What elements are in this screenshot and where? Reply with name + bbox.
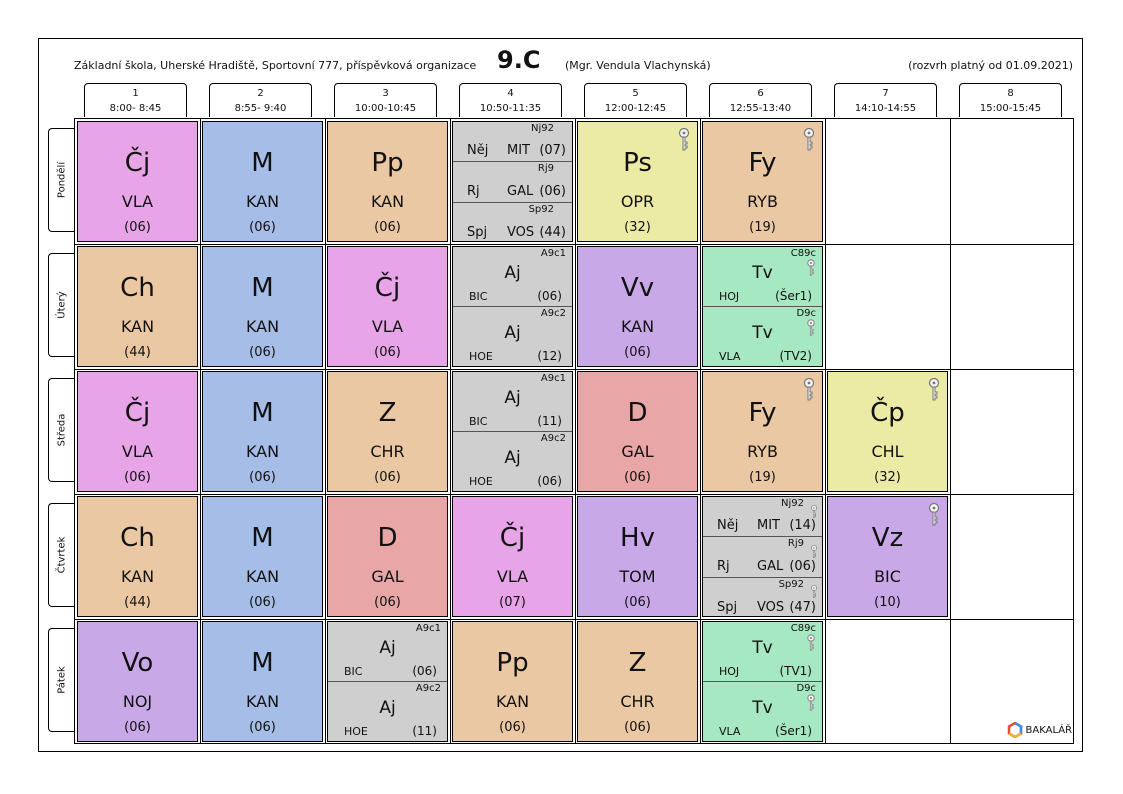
- room-number: (14): [789, 518, 816, 534]
- teacher-abbr: HOJ: [719, 664, 740, 678]
- teacher-abbr: BIC: [874, 567, 901, 586]
- room-number: (06): [537, 474, 562, 488]
- room-number: (06): [124, 470, 151, 485]
- lesson-cell[interactable]: [327, 246, 448, 367]
- room-number: (06): [624, 720, 651, 735]
- period-header-7: [834, 83, 937, 117]
- validity-note: (rozvrh platný od 01.09.2021): [908, 59, 1073, 72]
- column-divider: [450, 119, 451, 743]
- lesson-cell[interactable]: [202, 246, 323, 367]
- lesson-cell[interactable]: [77, 246, 198, 367]
- group-lesson[interactable]: [703, 537, 822, 577]
- subject-abbr: Aj: [504, 388, 521, 408]
- room-number: (06): [374, 220, 401, 235]
- teacher-abbr: HOE: [344, 725, 368, 738]
- teacher-abbr: KAN: [245, 567, 280, 586]
- room-number: (06): [624, 470, 651, 485]
- column-divider: [700, 119, 701, 743]
- period-number: 6: [757, 88, 764, 99]
- teacher-abbr: HOE: [469, 475, 493, 488]
- subject-abbr: Ch: [120, 523, 155, 553]
- room-number: (06): [499, 720, 526, 735]
- teacher-abbr: GAL: [507, 183, 534, 199]
- period-time: 12:55-13:40: [729, 103, 792, 114]
- subject-abbr: Čp: [870, 398, 905, 428]
- group-code: Nj92: [781, 498, 804, 509]
- group-lesson[interactable]: [453, 432, 572, 492]
- lesson-cell[interactable]: [452, 621, 573, 742]
- room-number: (TV2): [779, 349, 812, 363]
- subject-abbr: Ch: [120, 273, 155, 303]
- period-number: 5: [632, 88, 639, 99]
- key-icon: [802, 378, 816, 402]
- logo-text: BAKALÁŘI: [1025, 724, 1075, 736]
- lesson-cell[interactable]: [202, 621, 323, 742]
- teacher-abbr: VOS: [757, 599, 785, 615]
- day-name: Pondělí: [56, 161, 67, 199]
- subject-abbr: M: [251, 523, 274, 553]
- key-icon: [806, 319, 816, 337]
- teacher-abbr: KAN: [245, 692, 280, 711]
- day-name: Středa: [56, 413, 67, 447]
- subject-abbr: Čj: [374, 273, 401, 303]
- period-time: 12:00-12:45: [604, 103, 667, 114]
- lesson-cell[interactable]: [827, 371, 948, 492]
- teacher-abbr: VLA: [121, 442, 154, 461]
- room-number: (06): [412, 663, 437, 678]
- teacher-abbr: RYB: [747, 192, 778, 211]
- key-icon: [810, 505, 818, 519]
- day-label-3: [48, 378, 74, 482]
- group-lesson[interactable]: [703, 682, 822, 742]
- school-name: Základní škola, Uherské Hradiště, Sportovní 777, příspěvková organizace: [74, 59, 477, 72]
- room-number: (10): [874, 595, 901, 610]
- subject-abbr: Spj: [717, 599, 738, 615]
- subject-abbr: D: [377, 523, 398, 553]
- room-number: (06): [249, 470, 276, 485]
- room-number: (06): [249, 345, 276, 360]
- group-lesson[interactable]: [328, 682, 447, 742]
- group-code: Rj9: [787, 538, 804, 550]
- room-number: (Šer1): [775, 724, 812, 738]
- subject-abbr: D: [627, 398, 648, 428]
- group-lesson[interactable]: [453, 203, 572, 243]
- lesson-cell[interactable]: [702, 621, 823, 742]
- teacher-abbr: KAN: [370, 192, 405, 211]
- group-lesson[interactable]: [703, 247, 822, 307]
- column-divider: [325, 119, 326, 743]
- group-lesson[interactable]: [703, 578, 822, 618]
- room-number: (47): [789, 599, 816, 615]
- lesson-cell[interactable]: [327, 496, 448, 617]
- period-number: 4: [507, 88, 514, 99]
- subject-abbr: Aj: [379, 638, 396, 658]
- room-number: (06): [374, 470, 401, 485]
- subject-abbr: Rj: [467, 183, 480, 199]
- room-number: (06): [374, 595, 401, 610]
- room-number: (12): [537, 349, 562, 363]
- teacher-abbr: KAN: [120, 317, 155, 336]
- subject-abbr: Tv: [752, 697, 773, 718]
- room-number: (06): [249, 720, 276, 735]
- subject-abbr: Vv: [620, 273, 655, 303]
- subject-abbr: Rj: [717, 558, 730, 574]
- teacher-abbr: HOE: [469, 350, 493, 363]
- group-code: C89c: [790, 248, 816, 259]
- period-header-1: [84, 83, 187, 117]
- subject-abbr: Z: [628, 648, 647, 678]
- day-name: Úterý: [56, 291, 67, 319]
- lesson-cell[interactable]: [77, 121, 198, 242]
- lesson-cell[interactable]: [327, 621, 448, 742]
- subject-abbr: Čj: [124, 148, 151, 178]
- group-lesson[interactable]: [453, 247, 572, 307]
- bakalari-hexagon-icon: [1007, 722, 1023, 738]
- group-code: C89c: [790, 623, 816, 634]
- subject-abbr: Něj: [467, 143, 489, 159]
- subject-abbr: Fy: [748, 398, 777, 428]
- period-time: 8:55- 9:40: [234, 103, 287, 114]
- day-label-5: [48, 628, 74, 732]
- teacher-abbr: BIC: [469, 289, 488, 303]
- teacher-abbr: BIC: [344, 664, 363, 678]
- group-code: D9c: [796, 682, 816, 694]
- subject-abbr: Spj: [467, 224, 488, 240]
- teacher-abbr: KAN: [120, 567, 155, 586]
- teacher-abbr: MIT: [507, 143, 530, 159]
- group-lesson[interactable]: [453, 122, 572, 162]
- room-number: (44): [124, 345, 151, 360]
- lesson-cell[interactable]: [452, 121, 573, 242]
- bakalari-logo: [1007, 722, 1075, 738]
- teacher-abbr: KAN: [245, 442, 280, 461]
- lesson-cell[interactable]: [77, 496, 198, 617]
- period-number: 8: [1007, 88, 1014, 99]
- teacher-abbr: OPR: [620, 192, 655, 211]
- key-icon: [806, 634, 816, 652]
- period-time: 15:00-15:45: [979, 103, 1042, 114]
- key-icon: [810, 585, 818, 599]
- period-time: 10:50-11:35: [479, 103, 542, 114]
- room-number: (32): [624, 220, 651, 235]
- column-divider: [575, 119, 576, 743]
- room-number: (Šer1): [775, 288, 812, 303]
- lesson-cell[interactable]: [452, 496, 573, 617]
- period-number: 1: [132, 88, 139, 99]
- column-divider: [950, 119, 951, 743]
- subject-abbr: M: [251, 648, 274, 678]
- row-divider: [75, 494, 1073, 495]
- period-time: 8:00- 8:45: [109, 103, 162, 114]
- lesson-cell[interactable]: [702, 246, 823, 367]
- period-header-5: [584, 83, 687, 117]
- period-number: 3: [382, 88, 389, 99]
- teacher-abbr: VLA: [496, 567, 529, 586]
- room-number: (06): [249, 220, 276, 235]
- room-number: (32): [874, 470, 901, 485]
- group-code: A9c2: [540, 307, 566, 319]
- room-number: (06): [124, 720, 151, 735]
- day-label-1: [48, 128, 74, 232]
- teacher-abbr: HOJ: [719, 289, 740, 303]
- teacher-abbr: GAL: [621, 442, 654, 461]
- row-divider: [75, 369, 1073, 370]
- key-icon: [927, 378, 941, 402]
- subject-abbr: Aj: [504, 263, 521, 283]
- key-icon: [677, 128, 691, 152]
- group-code: Nj92: [531, 123, 554, 134]
- key-icon: [810, 545, 818, 559]
- room-number: (06): [374, 345, 401, 360]
- lesson-cell[interactable]: [77, 621, 198, 742]
- room-number: (TV1): [779, 663, 812, 678]
- lesson-cell[interactable]: [702, 496, 823, 617]
- teacher-abbr: BIC: [469, 414, 488, 428]
- lesson-cell[interactable]: [327, 121, 448, 242]
- subject-abbr: Tv: [752, 322, 773, 343]
- group-code: A9c2: [540, 432, 566, 444]
- subject-abbr: Pp: [496, 648, 529, 678]
- subject-abbr: Čj: [499, 523, 526, 553]
- group-code: Sp92: [778, 578, 804, 590]
- room-number: (06): [624, 345, 651, 360]
- room-number: (11): [537, 413, 562, 428]
- teacher-abbr: RYB: [747, 442, 778, 461]
- subject-abbr: Tv: [752, 263, 773, 283]
- teacher-abbr: CHL: [871, 442, 904, 461]
- group-code: Rj9: [537, 163, 554, 175]
- key-icon: [806, 259, 816, 277]
- timetable-grid: [74, 118, 1074, 744]
- room-number: (19): [749, 470, 776, 485]
- group-lesson[interactable]: [453, 307, 572, 367]
- subject-abbr: Z: [378, 398, 397, 428]
- group-code: A9c1: [415, 623, 441, 634]
- room-number: (06): [624, 595, 651, 610]
- group-lesson[interactable]: [703, 497, 822, 537]
- subject-abbr: Vz: [871, 523, 904, 553]
- teacher-abbr: KAN: [245, 192, 280, 211]
- teacher-abbr: GAL: [757, 558, 784, 574]
- group-code: A9c1: [540, 373, 566, 384]
- group-code: D9c: [796, 307, 816, 319]
- lesson-cell[interactable]: [327, 371, 448, 492]
- teacher-abbr: TOM: [619, 567, 656, 586]
- room-number: (19): [749, 220, 776, 235]
- row-divider: [75, 244, 1073, 245]
- subject-abbr: Něj: [717, 518, 739, 534]
- subject-abbr: Vo: [121, 648, 154, 678]
- group-lesson[interactable]: [453, 162, 572, 202]
- period-header-3: [334, 83, 437, 117]
- period-time: 10:00-10:45: [354, 103, 417, 114]
- period-header-4: [459, 83, 562, 117]
- lesson-cell[interactable]: [577, 246, 698, 367]
- teacher-abbr: NOJ: [122, 692, 153, 711]
- lesson-cell[interactable]: [827, 496, 948, 617]
- key-icon: [806, 694, 816, 712]
- period-header-6: [709, 83, 812, 117]
- subject-abbr: Aj: [504, 322, 521, 343]
- period-time: 14:10-14:55: [854, 103, 917, 114]
- group-code: Sp92: [528, 203, 554, 215]
- lesson-cell[interactable]: [452, 246, 573, 367]
- row-divider: [75, 619, 1073, 620]
- lesson-cell[interactable]: [202, 121, 323, 242]
- teacher-abbr: VLA: [371, 317, 404, 336]
- lesson-cell[interactable]: [577, 121, 698, 242]
- subject-abbr: M: [251, 273, 274, 303]
- group-code: A9c2: [415, 682, 441, 694]
- day-name: Pátek: [56, 666, 67, 694]
- lesson-cell[interactable]: [202, 496, 323, 617]
- teacher-abbr: KAN: [245, 317, 280, 336]
- subject-abbr: Aj: [379, 697, 396, 718]
- lesson-cell[interactable]: [202, 371, 323, 492]
- day-name: Čtvrtek: [56, 536, 67, 574]
- class-name: 9.C: [497, 46, 541, 74]
- group-code: A9c1: [540, 248, 566, 259]
- class-teacher: (Mgr. Vendula Vlachynská): [565, 59, 711, 72]
- group-lesson[interactable]: [453, 372, 572, 432]
- lesson-cell[interactable]: [452, 371, 573, 492]
- lesson-cell[interactable]: [577, 371, 698, 492]
- room-number: (06): [124, 220, 151, 235]
- room-number: (06): [789, 558, 816, 574]
- subject-abbr: M: [251, 398, 274, 428]
- lesson-cell[interactable]: [702, 371, 823, 492]
- room-number: (44): [539, 224, 566, 240]
- teacher-abbr: CHR: [370, 442, 405, 461]
- subject-abbr: Fy: [748, 148, 777, 178]
- key-icon: [927, 503, 941, 527]
- subject-abbr: Aj: [504, 447, 521, 468]
- room-number: (07): [539, 143, 566, 159]
- teacher-abbr: VLA: [719, 725, 741, 738]
- column-divider: [200, 119, 201, 743]
- subject-abbr: Hv: [620, 523, 655, 553]
- key-icon: [802, 128, 816, 152]
- subject-abbr: Tv: [752, 638, 773, 658]
- day-label-4: [48, 503, 74, 607]
- period-number: 7: [882, 88, 889, 99]
- group-lesson[interactable]: [703, 307, 822, 367]
- teacher-abbr: MIT: [757, 518, 780, 534]
- group-lesson[interactable]: [703, 622, 822, 682]
- room-number: (07): [499, 595, 526, 610]
- subject-abbr: Čj: [124, 398, 151, 428]
- period-header-2: [209, 83, 312, 117]
- subject-abbr: M: [251, 148, 274, 178]
- room-number: (44): [124, 595, 151, 610]
- teacher-abbr: VLA: [121, 192, 154, 211]
- teacher-abbr: CHR: [620, 692, 655, 711]
- group-lesson[interactable]: [328, 622, 447, 682]
- teacher-abbr: KAN: [620, 317, 655, 336]
- teacher-abbr: VOS: [507, 224, 535, 240]
- lesson-cell[interactable]: [577, 621, 698, 742]
- lesson-cell[interactable]: [577, 496, 698, 617]
- period-number: 2: [257, 88, 264, 99]
- room-number: (06): [249, 595, 276, 610]
- teacher-abbr: VLA: [719, 350, 741, 363]
- teacher-abbr: GAL: [371, 567, 404, 586]
- room-number: (11): [412, 724, 437, 738]
- lesson-cell[interactable]: [702, 121, 823, 242]
- teacher-abbr: KAN: [495, 692, 530, 711]
- lesson-cell[interactable]: [77, 371, 198, 492]
- day-label-2: [48, 253, 74, 357]
- subject-abbr: Pp: [371, 148, 404, 178]
- room-number: (06): [539, 183, 566, 199]
- room-number: (06): [537, 288, 562, 303]
- column-divider: [825, 119, 826, 743]
- period-header-8: [959, 83, 1062, 117]
- subject-abbr: Ps: [623, 148, 652, 178]
